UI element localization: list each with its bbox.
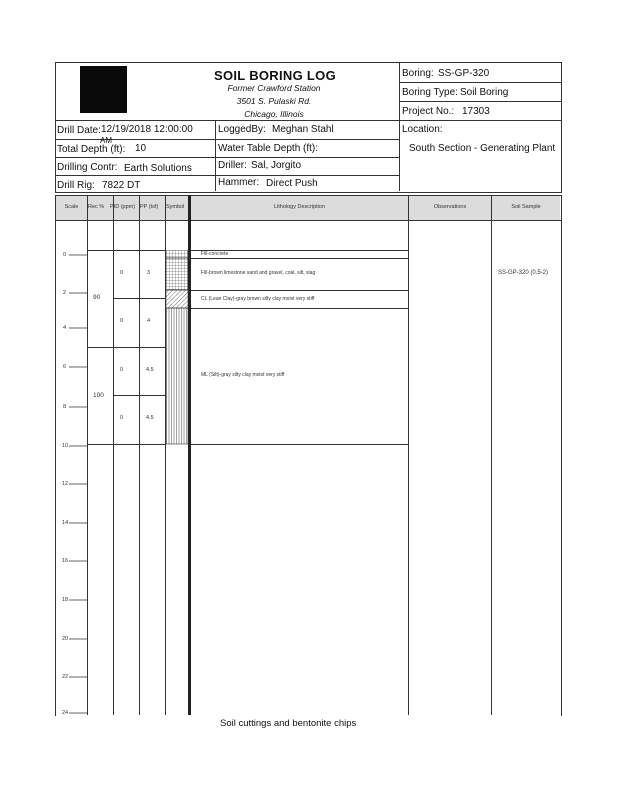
- site-city: Chicago, Illinois: [244, 109, 304, 119]
- project-label: Project No.:: [402, 106, 455, 117]
- scale-tick: 2: [63, 290, 67, 296]
- col-soil-sample: Soil Sample: [511, 204, 541, 210]
- scale-tick-marks: [56, 220, 88, 715]
- scale-tick: 6: [63, 364, 67, 370]
- scale-tick: 18: [62, 597, 69, 603]
- project-value: 17303: [462, 106, 490, 117]
- pp-value: 4.5: [146, 415, 154, 421]
- hammer-label: Hammer:: [218, 177, 260, 188]
- boring-type-value: Soil Boring: [460, 87, 509, 98]
- pid-value: 0: [120, 270, 124, 276]
- log-title: SOIL BORING LOG: [214, 68, 336, 83]
- scale-tick: 24: [62, 710, 69, 716]
- site-address: 3501 S. Pulaski Rd.: [236, 96, 312, 106]
- pp-value: 4: [147, 318, 151, 324]
- pp-value: 4.5: [146, 367, 154, 373]
- soil-sample-id: SS-GP-320 (0.5-2): [498, 270, 549, 276]
- scale-tick: 10: [62, 443, 69, 449]
- lithology-layer: Fill-brown limestone sand and gravel, coal, silt, slag: [201, 270, 316, 276]
- col-pp: PP (tsf): [140, 204, 159, 210]
- drill-date-value: 12/19/2018 12:00:00: [101, 124, 193, 135]
- boring-label: Boring:: [402, 68, 434, 79]
- col-observations: Observations: [433, 204, 467, 210]
- scale-tick: 14: [62, 520, 69, 526]
- drill-date-label: Drill Date:: [57, 125, 101, 136]
- pid-value: 0: [120, 318, 124, 324]
- scale-tick: 0: [63, 252, 67, 258]
- scale-tick: 22: [62, 674, 69, 680]
- site-name: Former Crawford Station: [227, 83, 321, 93]
- pp-value: 3: [147, 270, 151, 276]
- drilling-contr-label: Drilling Contr:: [57, 162, 118, 173]
- logged-by-label: LoggedBy:: [218, 124, 266, 135]
- scale-tick: 8: [63, 404, 67, 410]
- col-lithology: Lithology Description: [273, 204, 326, 210]
- location-label: Location:: [402, 124, 443, 135]
- lithology-layer: Fill-concrete: [201, 251, 229, 257]
- footer-note: Soil cuttings and bentonite chips: [220, 718, 357, 729]
- col-scale: Scale: [64, 204, 79, 210]
- water-table-label: Water Table Depth (ft):: [218, 143, 319, 154]
- drill-rig-label: Drill Rig:: [57, 180, 95, 191]
- scale-tick: 12: [62, 481, 69, 487]
- boring-type-label: Boring Type:: [402, 87, 458, 98]
- col-symbol: Symbol: [166, 204, 185, 210]
- drilling-contr-value: Earth Solutions: [124, 163, 192, 174]
- logged-by-value: Meghan Stahl: [272, 124, 334, 135]
- scale-tick: 4: [63, 325, 67, 331]
- driller-value: Sal, Jorgito: [251, 160, 302, 171]
- rec-value: 90: [93, 294, 101, 301]
- hammer-value: Direct Push: [266, 178, 318, 189]
- symbol-patterns: [166, 250, 188, 445]
- total-depth-value: 10: [135, 143, 147, 154]
- col-pid: PID (ppm): [110, 204, 136, 210]
- logo-redacted: [80, 66, 127, 113]
- drill-date-ampm: AM: [100, 136, 112, 145]
- scale-tick: 16: [62, 558, 69, 564]
- driller-label: Driller:: [218, 160, 247, 171]
- drill-rig-value: 7822 DT: [102, 180, 141, 191]
- pid-value: 0: [120, 415, 124, 421]
- total-depth-label: Total Depth (ft):: [57, 144, 126, 155]
- scale-tick: 20: [62, 636, 69, 642]
- boring-value: SS-GP-320: [438, 68, 490, 79]
- lithology-layer: CL (Lean Clay)-gray brown silty clay moist very stiff: [201, 296, 315, 302]
- location-value: South Section - Generating Plant: [409, 143, 556, 154]
- col-rec: Rec %: [88, 204, 105, 210]
- pid-value: 0: [120, 367, 124, 373]
- rec-value: 100: [93, 392, 104, 399]
- lithology-layer: ML (Silt)-gray silty clay moist very stiff: [201, 372, 285, 378]
